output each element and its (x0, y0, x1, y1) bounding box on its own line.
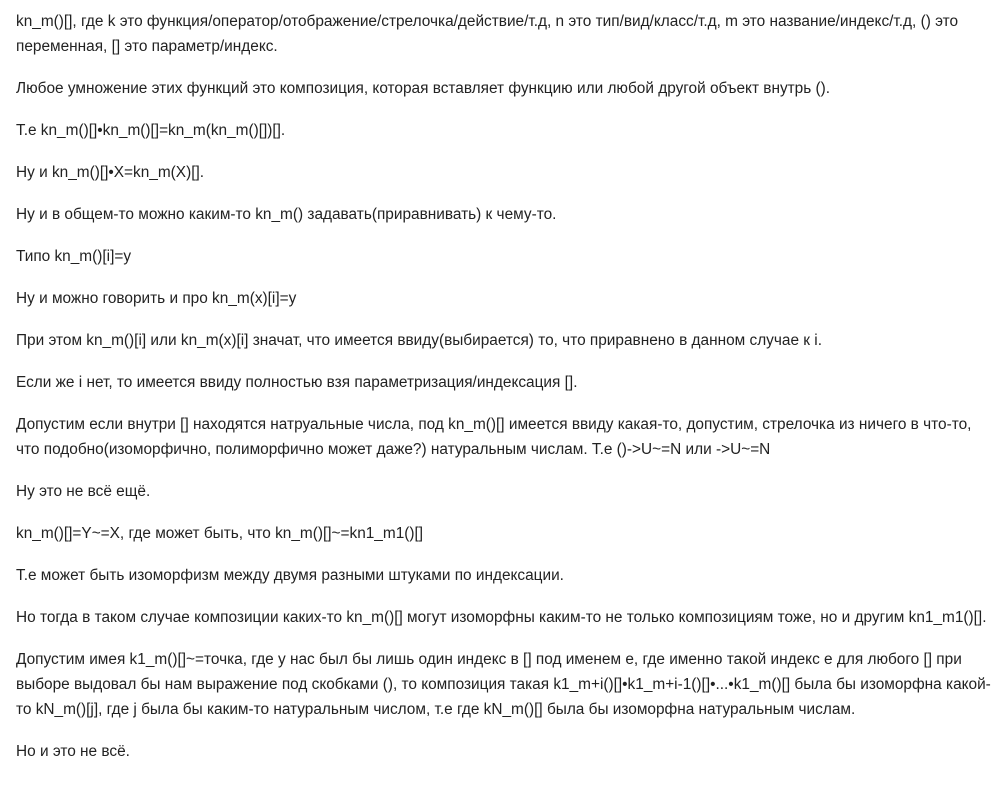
paragraph-14: Но тогда в таком случае композиции каких-то kn_m()[] могут изоморфны каким-то не только композициям тоже, но и другим kn1_m1()[]. (16, 609, 987, 626)
paragraph-11: Ну это не всё ещё. (16, 483, 151, 500)
paragraph-9: Если же i нет, то имеется ввиду полностью взя параметризация/индексация []. (16, 374, 578, 391)
paragraph-10: Допустим если внутри [] находятся натруальные числа, под kn_m()[] имеется ввиду какая-то, допустим, стрелочка из ничего в что-то, что подобно(изоморфично, полиморфично может даже?) натуральным числам. Т.е ()->U~=N или ->U~=N (16, 416, 972, 458)
paragraph-3: Т.е kn_m()[]•kn_m()[]=kn_m(kn_m()[])[]. (16, 122, 286, 139)
paragraph-5: Ну и в общем-то можно каким-то kn_m() задавать(приравнивать) к чему-то. (16, 206, 557, 223)
paragraph-12: kn_m()[]=Y~=X, где может быть, что kn_m()[]~=kn1_m1()[] (16, 525, 424, 542)
paragraph-16: Но и это не всё. (16, 743, 130, 760)
paragraph-6: Типо kn_m()[i]=y (16, 248, 132, 265)
paragraph-15: Допустим имея k1_m()[]~=точка, где у нас был бы лишь один индекс в [] под именем e, где именно такой индекс e для любого [] при выборе выдовал бы нам выражение под скобками (), то композиция такая k1_m+i()[]•k1_m+i-1()[]•...•k1_m()[] была бы изоморфна какой-то kN_m()[j], где j была бы каким-то натуральным числом, т.е где kN_m()[] была бы изоморфна натуральным числам. (16, 651, 991, 718)
paragraph-1: kn_m()[], где k это функция/оператор/отображение/стрелочка/действие/т.д, n это тип/вид/класс/т.д, m это название/индекс/т.д, () это переменная, [] это параметр/индекс. (16, 13, 959, 55)
paragraph-2: Любое умножение этих функций это композиция, которая вставляет функцию или любой другой объект внутрь (). (16, 80, 831, 97)
paragraph-13: Т.е может быть изоморфизм между двумя разными штуками по индексации. (16, 567, 564, 584)
paragraph-4: Ну и kn_m()[]•X=kn_m(X)[]. (16, 164, 205, 181)
paragraph-7: Ну и можно говорить и про kn_m(x)[i]=y (16, 290, 297, 307)
paragraph-8: При этом kn_m()[i] или kn_m(x)[i] значат, что имеется ввиду(выбирается) то, что приравнено в данном случае к i. (16, 332, 822, 349)
